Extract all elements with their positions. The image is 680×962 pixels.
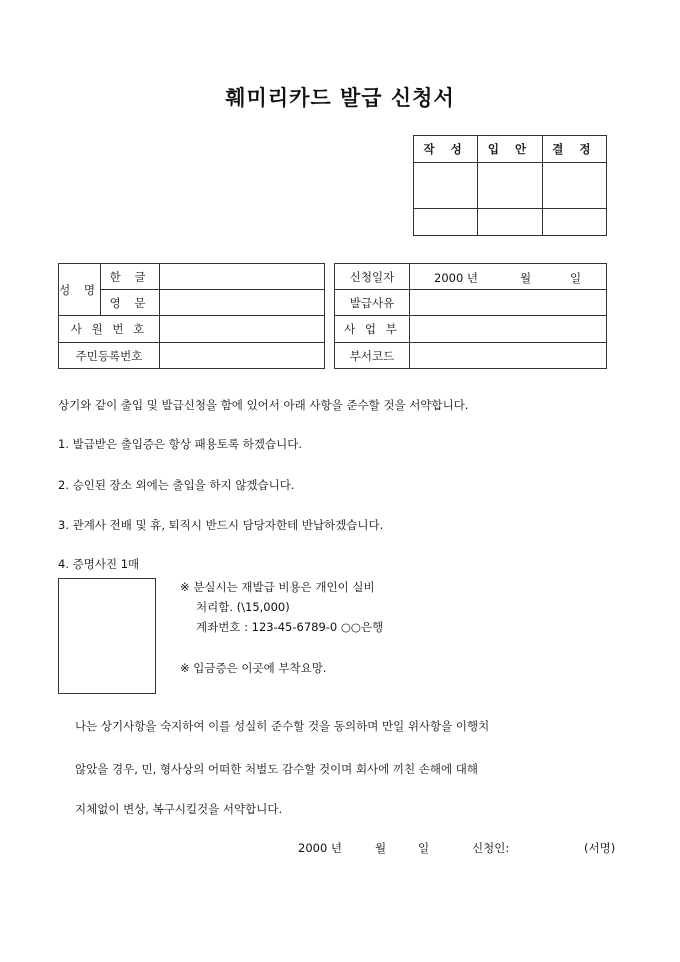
- approval-stamp-cell[interactable]: [542, 163, 606, 209]
- date-month: 월: [520, 271, 532, 285]
- rule-item: 4. 증명사진 1매: [58, 557, 140, 571]
- signature-field[interactable]: (서명): [584, 841, 616, 855]
- resident-no-label: 주민등록번호: [59, 343, 160, 369]
- employee-no-field[interactable]: [160, 316, 325, 343]
- reason-label: 발급사유: [335, 290, 410, 316]
- approval-table: [413, 135, 607, 236]
- applicant-label: 신청인:: [472, 841, 510, 855]
- application-info-table: [334, 263, 607, 369]
- english-name-field[interactable]: [160, 290, 325, 316]
- rule-item: 2. 승인된 장소 외에는 출입을 하지 않겠습니다.: [58, 478, 295, 492]
- korean-name-label: 한 글: [101, 264, 160, 290]
- note-line: ※ 입금증은 이곳에 부착요망.: [180, 661, 327, 675]
- note-line: 계좌번호 : 123-45-6789-0 ○○은행: [196, 620, 384, 634]
- signature-month: 월: [375, 841, 387, 855]
- dept-code-label: 부서코드: [335, 343, 410, 369]
- approval-date-cell[interactable]: [414, 209, 478, 236]
- division-label: 사 업 부: [335, 316, 410, 343]
- approval-stamp-cell[interactable]: [414, 163, 478, 209]
- approval-header: 입 안: [478, 136, 542, 163]
- date-day: 일: [570, 271, 582, 285]
- applicant-info-table: [58, 263, 325, 369]
- reason-field[interactable]: [410, 290, 607, 316]
- note-line: 처리함. (\15,000): [196, 600, 290, 614]
- signature-day: 일: [418, 841, 430, 855]
- intro-text: 상기와 같이 출입 및 발급신청을 함에 있어서 아래 사항을 준수할 것을 서약합니다.: [58, 398, 469, 412]
- approval-header: 작 성: [414, 136, 478, 163]
- division-field[interactable]: [410, 316, 607, 343]
- employee-no-label: 사 원 번 호: [59, 316, 160, 343]
- name-label: 성 명: [59, 264, 101, 316]
- approval-date-cell[interactable]: [542, 209, 606, 236]
- pledge-line: 지체없이 변상, 복구시킬것을 서약합니다.: [75, 802, 283, 816]
- photo-box[interactable]: [58, 578, 156, 694]
- approval-stamp-cell[interactable]: [478, 163, 542, 209]
- date-year: 2000 년: [434, 271, 479, 285]
- pledge-line: 나는 상기사항을 숙지하여 이를 성실히 준수할 것을 동의하며 만일 위사항을 이행치: [75, 719, 490, 733]
- approval-date-cell[interactable]: [478, 209, 542, 236]
- pledge-line: 않았을 경우, 민, 형사상의 어떠한 처벌도 감수할 것이며 회사에 끼친 손해에 대해: [75, 762, 479, 776]
- note-line: ※ 분실시는 재발급 비용은 개인이 실비: [180, 580, 375, 594]
- rule-item: 3. 관계사 전배 및 휴, 퇴직시 반드시 담당자한테 반납하겠습니다.: [58, 518, 384, 532]
- english-name-label: 영 문: [101, 290, 160, 316]
- date-field[interactable]: [410, 264, 607, 290]
- date-label: 신청일자: [335, 264, 410, 290]
- dept-code-field[interactable]: [410, 343, 607, 369]
- signature-year: 2000 년: [298, 841, 343, 855]
- rule-item: 1. 발급받은 출입증은 항상 패용토록 하겠습니다.: [58, 437, 302, 451]
- resident-no-field[interactable]: [160, 343, 325, 369]
- korean-name-field[interactable]: [160, 264, 325, 290]
- form-title: 훼미리카드 발급 신청서: [225, 85, 455, 110]
- approval-header: 결 정: [542, 136, 606, 163]
